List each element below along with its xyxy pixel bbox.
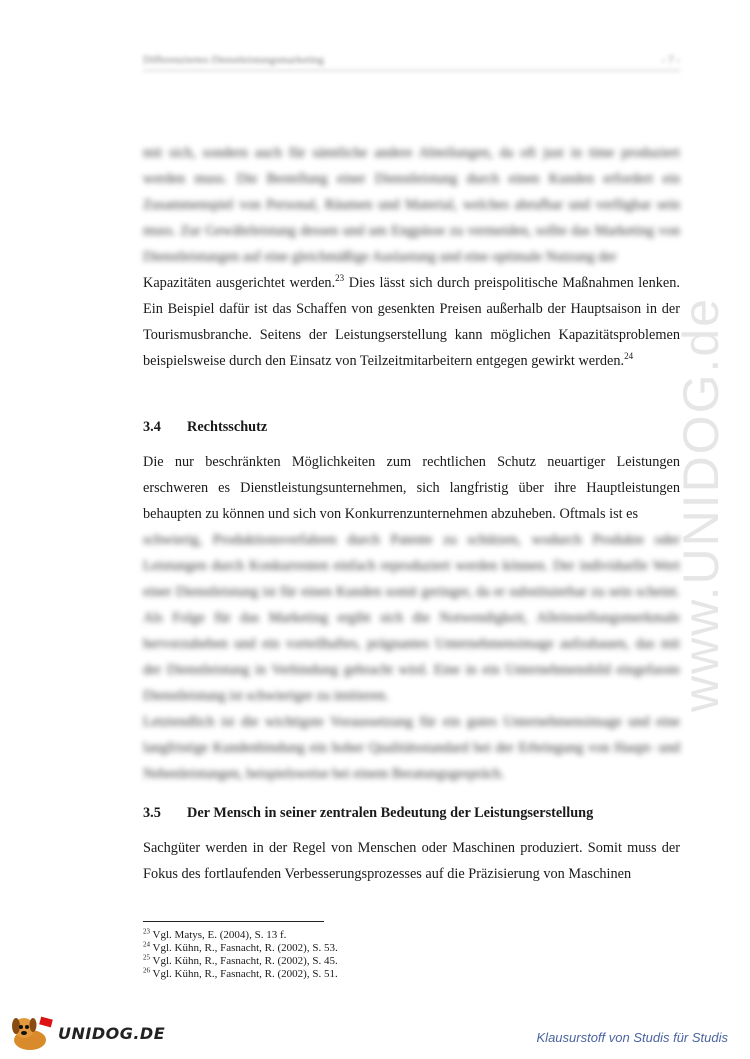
visible-text: Die nur beschränkten Möglichkeiten zum rechtlichen Schutz neuartiger Leistungen erschweren es Dienstleistungsunternehmen, sich langfristig über ihre Hauptleistungen behaupten zu können und sich von Konkurrenzunternehmen abzuheben. Oftmals ist es — [143, 454, 680, 522]
section-number: 3.5 — [143, 805, 161, 821]
blurred-text: Letztendlich ist die wichtigste Voraussetzung für ein gutes Unternehmensimage und eine langfristige Kundenbindung ein hoher Qualitätsstandard bei der Erbringung von Haupt- und Nebenleistungen, beispielsweise bei einem Beratungsgespräch. — [143, 714, 680, 782]
running-header — [143, 52, 680, 71]
footnote-ref: 23 — [335, 273, 345, 284]
section-number: 3.4 — [143, 419, 161, 435]
footnotes — [143, 929, 338, 981]
footnote: $^{23}$ Vgl. Matys, E. (2004), S. 13 f. — [143, 927, 287, 941]
blurred-text: schwierig, Produktionsverfahren durch Patente zu schützen, wodurch Produkte oder Leistungen durch Konkurrenten einfach reproduziert werden können. Der individuelle Wert einer Dienstleistung ist für einen Kunden somit geringer, da er substituierbar zu sein scheint. Als Folge für das Marketing ergibt sich die Notwendigkeit, Alleinstellungsmerkmale hervorzuheben und ein vorteilhaftes, prägnantes Unternehmensimage aufzubauen, das mit der Dienstleistung in Verbindung gebracht wird. Eine in ein Unternehmensbild eingefasste Dienstleistung ist schwieriger zu imitieren. — [143, 532, 680, 704]
footnote-divider — [143, 921, 324, 922]
footnote: $^{24}$ Vgl. Kühn, R., Fasnacht, R. (2002), S. 53. — [143, 940, 338, 954]
footnote: $^{26}$ Vgl. Kühn, R., Fasnacht, R. (2002), S. 51. — [143, 966, 338, 980]
header-title: Differenziertes Dienstleistungsmarketing — [143, 54, 324, 66]
slogan: Klausurstoff von Studis für Studis — [536, 1030, 728, 1045]
section-paragraph — [143, 449, 680, 787]
unidog-logo[interactable] — [6, 1014, 166, 1052]
intro-paragraph — [143, 140, 680, 374]
section-paragraph — [143, 835, 680, 887]
blurred-text: mit sich, sondern auch für sämtliche andere Abteilungen, da oft just in time produziert werden muss. Die Bestellung einer Dienstleistung durch einen Kunden erfordert ein Zusammenspiel von Personal, Räumen und Material, welches abrufbar und verfügbar sein muss. Zur Gewährleistung dessen und um Engpässe zu vermeiden, sollte das Marketing von Dienstleistungen auf eine gleichmäßige Auslastung und eine optimale Nutzung der — [143, 145, 680, 265]
watermark: www.UNIDOG.de — [673, 297, 729, 712]
visible-text: Kapazitäten ausgerichtet werden.$^{23}$ Dies lässt sich durch preispolitische Maßnahmen lenken. Ein Beispiel dafür ist das Schaffen von gesenkten Preisen außerhalb der Hauptsaison in der Tourismusbranche. Seitens der Leistungserstellung kann möglichen Kapazitätsproblemen beispielsweise durch den Einsatz von Teilzeitmitarbeitern entgegen gewirkt werden.$^{24}$ — [143, 273, 680, 369]
page-number: - 7 - — [661, 54, 680, 66]
dog-mascot-icon — [6, 1014, 54, 1052]
visible-text: Sachgüter werden in der Regel von Menschen oder Maschinen produziert. Somit muss der Fokus des fortlaufenden Verbesserungsprozesses auf die Präzisierung von Maschinen — [143, 840, 680, 882]
footnote-ref: 24 — [624, 351, 634, 362]
footnote: $^{25}$ Vgl. Kühn, R., Fasnacht, R. (2002), S. 45. — [143, 953, 338, 967]
section-title: Rechtsschutz — [187, 419, 268, 435]
section-title: Der Mensch in seiner zentralen Bedeutung der Leistungserstellung — [187, 805, 594, 821]
logo-text: UNIDOG.DE — [58, 1024, 166, 1043]
section-heading — [143, 419, 267, 436]
section-heading — [143, 805, 593, 822]
